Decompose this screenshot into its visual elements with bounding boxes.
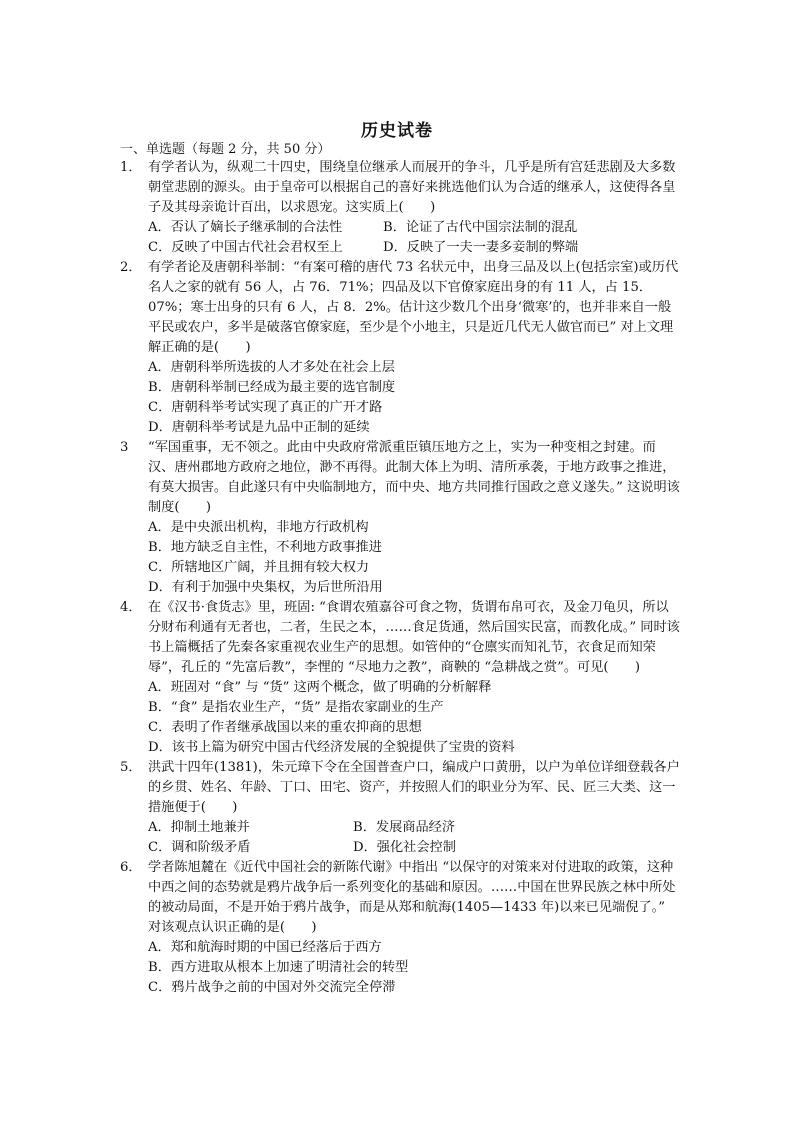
question-stem: “军国重事，无不领之。此由中央政府常派重臣镇压地方之上，实为一种变相之封建。而汉、唐州郡地方政府之地位，渺不再得。此制大体上为明、清所承袭，于地方政事之推进，有莫大损害。自此遂只有中央临制地方，而中央、地方共同推行国政之意义遂失。” 这说明该制度( ) xyxy=(148,440,680,515)
option-row xyxy=(148,218,680,238)
question-number: 5． xyxy=(120,760,142,775)
option-c: C．唐朝科举考试实现了真正的广开才路 xyxy=(148,400,383,415)
section-heading: 一、单选题（每题 2 分，共 50 分） xyxy=(120,142,331,157)
question-4 xyxy=(120,598,680,758)
option-a: A．班固对 “食” 与 “货” 这两个概念，做了明确的分析解释 xyxy=(148,680,492,695)
option-b: B．论证了古代中国宗法制的混乱 xyxy=(383,220,578,235)
option-row xyxy=(148,238,680,258)
option-c: C．表明了作者继承战国以来的重农抑商的思想 xyxy=(148,720,422,735)
question-stem: 有学者论及唐朝科举制：“有案可稽的唐代 73 名状元中，出身三品及以上(包括宗室)或历代名人之家的就有 56 人，占 76．71%；四品及以下官僚家庭出身的有 11 人，占 15．07%；寒士出身的只有 6 人，占 8．2%。估计这少数几个出身‘微寒’的，也并非来自一般平民或农户，多半是破落官僚家庭，至少是个小地主，只是近几代无人做官而已” 对上文理解正确的是( ) xyxy=(148,260,679,355)
option-row xyxy=(148,838,680,858)
option-c: C．调和阶级矛盾 xyxy=(148,840,251,855)
option-b: B．发展商品经济 xyxy=(353,820,456,835)
option-b: B．地方缺乏自主性，不利地方政事推进 xyxy=(148,540,382,555)
question-stem: 有学者认为，纵观二十四史，围绕皇位继承人而展开的争斗，几乎是所有宫廷悲剧及大多数朝堂悲剧的源头。由于皇帝可以根据自己的喜好来挑选他们认为合适的继承人，这使得各皇子及其母亲诡计百出，以求恩宠。这实质上( ) xyxy=(148,160,676,215)
question-6 xyxy=(120,858,680,998)
option-a: A．唐朝科举所选拔的人才多处在社会上层 xyxy=(148,360,395,375)
question-number: 4． xyxy=(120,600,142,615)
option-d: D．唐朝科举考试是九品中正制的延续 xyxy=(148,420,370,435)
question-number: 1． xyxy=(120,160,142,175)
question-stem: 在《汉书·食货志》里，班固: “食谓农殖嘉谷可食之物，货谓布帛可衣，及金刀龟贝，所以分财布利通有无者也，二者，生民之本，……食足货通，然后国实民富，而教化成。” 同时该书上篇概括了先秦各家重视农业生产的思想。如管仲的“仓廪实而知礼节，衣食足而知荣辱”，孔丘的 “先富后教”，李悝的 “尽地力之教”，商鞅的 “急耕战之赏”。可见( ) xyxy=(148,600,680,675)
option-d: D．反映了一夫一妻多妾制的弊端 xyxy=(383,240,579,255)
option-d: D．该书上篇为研究中国古代经济发展的全貌提供了宝贵的资料 xyxy=(148,740,515,755)
question-stem: 洪武十四年(1381)，朱元璋下令在全国普查户口，编成户口黄册，以户为单位详细登载各户的乡贯、姓名、年龄、丁口、田宅、资产，并按照人们的职业分为军、民、匠三大类、这一措施便于( ) xyxy=(148,760,680,815)
option-c: C．所辖地区广阔，并且拥有较大权力 xyxy=(148,560,370,575)
option-b: B．唐朝科举制已经成为最主要的选官制度 xyxy=(148,380,396,395)
question-number: 2． xyxy=(120,260,142,275)
question-number: 3 xyxy=(120,440,129,455)
option-b: B．“食” 是指农业生产，“货” 是指农家副业的生产 xyxy=(148,700,444,715)
option-b: B．西方进取从根本上加速了明清社会的转型 xyxy=(148,960,409,975)
question-stem: 学者陈旭麓在《近代中国社会的新陈代谢》中指出 “以保守的对策来对付进取的政策，这种中西之间的态势就是鸦片战争后一系列变化的基础和原因。……中国在世界民族之林中所处的被动局面，不是开始于鸦片战争，而是从郑和航海(1405—1433 年)以来已见端倪了。” 对该观点认识正确的是( ) xyxy=(148,860,676,935)
question-3 xyxy=(120,438,680,598)
question-5 xyxy=(120,758,680,858)
question-2 xyxy=(120,258,680,438)
option-c: C．反映了中国古代社会君权至上 xyxy=(148,240,343,255)
option-d: D．强化社会控制 xyxy=(353,840,456,855)
option-a: A．郑和航海时期的中国已经落后于西方 xyxy=(148,940,382,955)
option-c: C．鸦片战争之前的中国对外交流完全停滞 xyxy=(148,980,396,995)
option-d: D．有利于加强中央集权，为后世所沿用 xyxy=(148,580,383,595)
page-title: 历史试卷 xyxy=(361,121,433,141)
question-list xyxy=(120,158,680,998)
question-1 xyxy=(120,158,680,258)
option-a: A．抑制土地兼并 xyxy=(148,820,250,835)
option-row xyxy=(148,818,680,838)
option-a: A．是中央派出机构，非地方行政机构 xyxy=(148,520,369,535)
option-a: A．否认了嫡长子继承制的合法性 xyxy=(148,220,343,235)
question-number: 6． xyxy=(120,860,142,875)
